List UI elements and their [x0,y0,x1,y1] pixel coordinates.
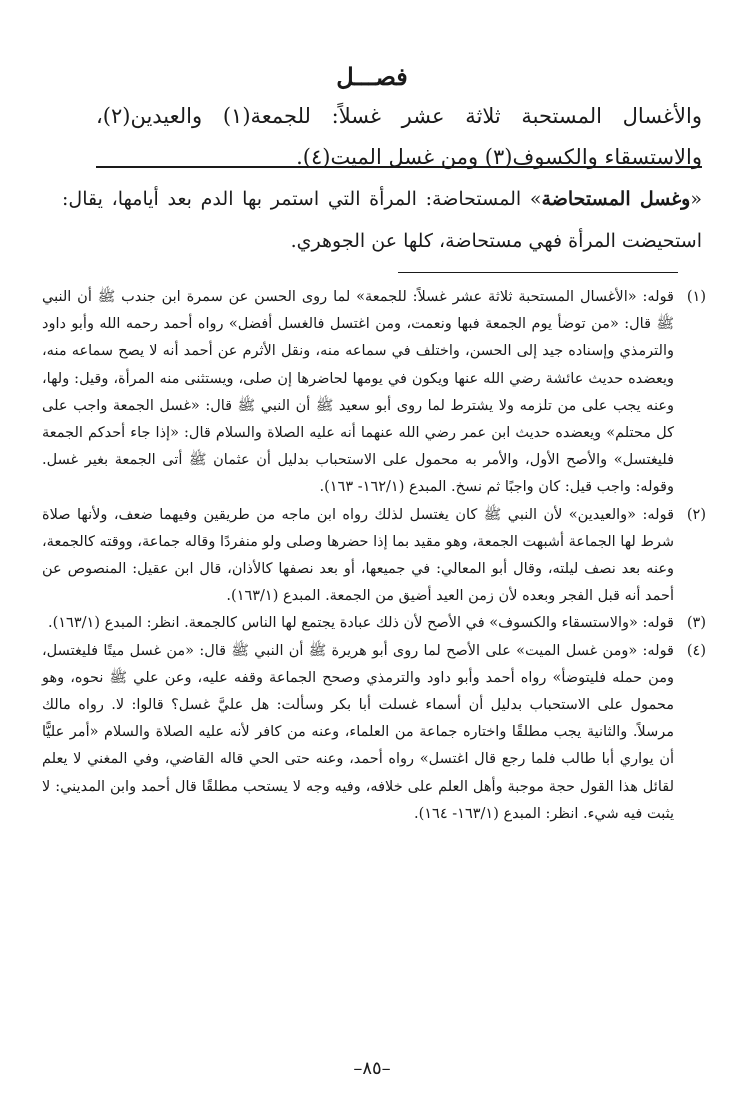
main-divider [96,166,702,168]
footnote-number: (٢) [686,506,706,523]
footnote-number: (٣) [686,615,706,632]
footnote-1 [42,284,706,502]
footnote-text: قوله: «ومن غسل الميت» على الأصح لما روى أبو هريرة ﷺ أن النبي ﷺ قال: «من غسل ميتًا فليغتسل، ومن حمله فليتوضأ» رواه أحمد وأبو داود والترمذي وصحح الجماعة وقفه عليه، وعن علي ﷺ نحوه، وهو محمول على الاستحباب بدليل أن أسماء غسلت أبا بكر وسألت: هل عليَّ غسل؟ قالوا: لا. رواه مالك مرسلاً. والثانية يجب مطلقًا واختاره جماعة من العلماء، وعنه من كافر لأنه عليه الصلاة والسلام «أمر عليًّا أن يواري أبا طالب فلما رجع قال اغتسل» رواه أحمد، وعنه حتى الحي قاله القاضي، وفي المغني لا يعلم لقائل هذا القول حجة موجبة وأهل العلم على خلافه، وفيه وجه لا يستحب مطلقًا قال أحمد وابن المديني: لا يثبت فيه شيء. انظر: المبدع (١٦٣/١- ١٦٤). [42,642,674,822]
footnote-number: (٤) [686,642,706,659]
definition-text: المستحاضة: المرأة التي استمر بها الدم بعد أيامها، يقال: استحيضت المرأة فهي مستحاضة، كلها عن الجوهري. [62,188,702,252]
footnote-text: قوله: «والعيدين» لأن النبي ﷺ كان يغتسل لذلك رواه ابن ماجه من طريقين وفيهما ضعف، ولأنها صلاة شرط لها الجماعة أشبهت الجمعة، وهو مقيد بما إذا حضرها وصلى ولو منفردًا وقاله جماعة، ووقته كالجمعة، وعنه بعد نصف ليلته، وقال أبو المعالي: في جميعها، أو بعد نصفها كالأذان، قال ابن عقيل: المنصوص عن أحمد أنه قبل الفجر وبعده لأن زمن العيد أضيق من الجمعة. المبدع (١٦٣/١). [42,506,674,605]
footnote-2 [42,502,706,611]
footnote-4 [42,638,706,828]
definition-open-quote: « [690,188,702,210]
definition-close-quote: » [529,188,542,210]
footnote-text: قوله: «الأغسال المستحبة ثلاثة عشر غسلاً: للجمعة» لما روى الحسن عن سمرة ابن جندب ﷺ أن النبي ﷺ قال: «من توضأ يوم الجمعة فبها ونعمت، ومن اغتسل فالغسل أفضل» رواه أحمد رحمه الله وأبو داود والترمذي وإسناده جيد إلى الحسن، واختلف في سماعه منه، ونقل الأثرم عن أحمد أنه لا يصح سماعه منه، ويعضده حديث عائشة رضي الله عنها ويكون في يومها لحاضرها إن صلى، ويستثنى منه المرأة، وقيل: ولها، وعنه يجب على من تلزمه ولا يشترط لما روى أبو سعيد ﷺ أن النبي ﷺ قال: «غسل الجمعة واجب على كل محتلم» ويعضده حديث ابن عمر رضي الله عنهما أنه عليه الصلاة والسلام قال: «إذا جاء أحدكم الجمعة فليغتسل» والأصح الأول، والأمر به محمول على الاستحباب بدليل أن عثمان ﷺ أتى الجمعة بغير غسل. وقوله: واجب قيل: كان واجبًا ثم نسخ. المبدع (١٦٢/١- ١٦٣). [42,289,674,496]
intro-paragraph: والأغسال المستحبة ثلاثة عشر غسلاً: للجمعة(١) والعيدين(٢)، والاستسقاء والكسوف(٣) ومن غسل الميت(٤). [96,104,702,169]
footnote-text: قوله: «والاستسقاء والكسوف» في الأصح لأن ذلك عبادة يجتمع لها الناس كالجمعة. انظر: المبدع (١٦٣/١). [47,615,674,632]
definition-term: وغسل المستحاضة [541,188,691,210]
section-heading: فصـــل [336,62,408,91]
footnote-3 [42,610,706,637]
footnote-divider [398,272,678,273]
page-number: –٨٥– [353,1058,391,1079]
footnote-number: (١) [686,289,706,305]
definition-paragraph [62,178,702,262]
footnotes-section [42,284,706,828]
